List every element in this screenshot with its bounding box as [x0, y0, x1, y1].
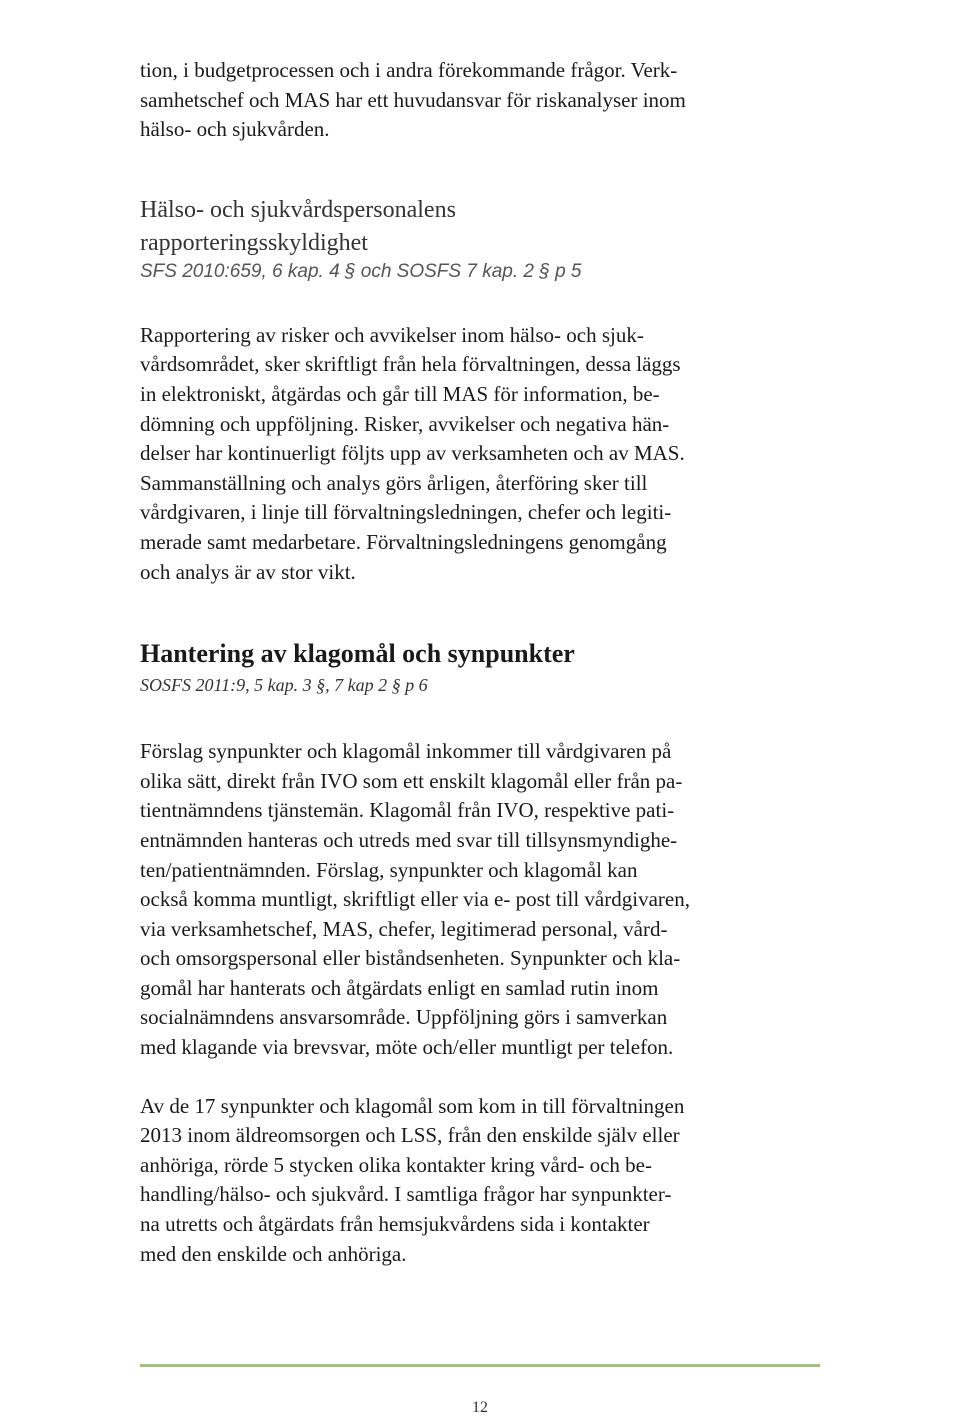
text-line: anhöriga, rörde 5 stycken olika kontakter kring vård- och be-	[140, 1152, 652, 1177]
section-reference: SFS 2010:659, 6 kap. 4 § och SOSFS 7 kap. 2 § p 5	[140, 260, 582, 282]
text-line: olika sätt, direkt från IVO som ett enskilt klagomål eller från pa-	[140, 768, 683, 793]
text-line: vårdsområdet, sker skriftligt från hela förvaltningen, dessa läggs	[140, 352, 681, 377]
complaints-paragraph-2	[140, 1092, 840, 1270]
text-line: med klagande via brevsvar, möte och/eller muntligt per telefon.	[140, 1035, 674, 1060]
text-line: vårdgivaren, i linje till förvaltningsledningen, chefer och legiti-	[140, 500, 672, 525]
text-line: 2013 inom äldreomsorgen och LSS, från den enskilde själv eller	[140, 1123, 680, 1148]
text-line: via verksamhetschef, MAS, chefer, legitimerad personal, vård-	[140, 916, 668, 941]
spacer	[140, 587, 840, 637]
spacer	[140, 286, 840, 321]
text-line: entnämnden hanteras och utreds med svar till tillsynsmyndighe-	[140, 827, 678, 852]
section-reference: SOSFS 2011:9, 5 kap. 3 §, 7 kap 2 § p 6	[140, 675, 428, 696]
intro-paragraph	[140, 56, 840, 145]
section-body	[140, 321, 840, 587]
text-line: Sammanställning och analys görs årligen, återföring sker till	[140, 470, 648, 495]
document-page	[140, 56, 840, 1269]
page-number: 12	[472, 1399, 488, 1416]
text-line: gomål har hanterats och åtgärdats enligt en samlad rutin inom	[140, 975, 659, 1000]
footer-divider	[140, 1364, 820, 1367]
text-line: ten/patientnämnden. Förslag, synpunkter och klagomål kan	[140, 857, 638, 882]
spacer	[140, 145, 840, 194]
text-line: tientnämndens tjänstemän. Klagomål från IVO, respektive pati-	[140, 798, 675, 823]
text-line: och omsorgspersonal eller biståndsenheten. Synpunkter och kla-	[140, 946, 681, 971]
complaints-paragraph-1	[140, 737, 840, 1063]
text-line: samhetschef och MAS har ett huvudansvar för riskanalyser inom	[140, 87, 686, 112]
text-line: handling/hälso- och sjukvård. I samtliga frågor har synpunkter-	[140, 1182, 672, 1207]
text-line: na utretts och åtgärdats från hemsjukvårdens sida i kontakter	[140, 1212, 650, 1237]
text-line: delser har kontinuerligt följts upp av verksamheten och av MAS.	[140, 441, 685, 466]
text-line: Rapportering av risker och avvikelser inom hälso- och sjuk-	[140, 322, 644, 347]
text-line: också komma muntligt, skriftligt eller via e- post till vårdgivaren,	[140, 887, 690, 912]
section-title-line: Hälso- och sjukvårdspersonalens	[140, 196, 456, 223]
text-line: tion, i budgetprocessen och i andra förekommande frågor. Verk-	[140, 58, 678, 82]
text-line: in elektroniskt, åtgärdas och går till MAS för information, be-	[140, 381, 660, 406]
section-reporting-duty	[140, 194, 840, 587]
text-line: socialnämndens ansvarsområde. Uppföljning görs i samverkan	[140, 1005, 668, 1030]
section-complaints	[140, 637, 840, 1269]
text-line: Förslag synpunkter och klagomål inkommer till vårdgivaren på	[140, 739, 672, 764]
text-line: dömning och uppföljning. Risker, avvikelser och negativa hän-	[140, 411, 670, 436]
text-line: med den enskilde och anhöriga.	[140, 1241, 407, 1266]
text-line: merade samt medarbetare. Förvaltningsledningens genomgång	[140, 529, 667, 554]
section-title-line: rapporteringsskyldighet	[140, 229, 368, 256]
spacer	[140, 1063, 840, 1092]
text-line: Av de 17 synpunkter och klagomål som kom in till förvaltningen	[140, 1093, 685, 1118]
text-line: och analys är av stor vikt.	[140, 559, 356, 584]
section-title: Hantering av klagomål och synpunkter	[140, 639, 575, 669]
text-line: hälso- och sjukvården.	[140, 117, 330, 142]
spacer	[140, 699, 840, 737]
